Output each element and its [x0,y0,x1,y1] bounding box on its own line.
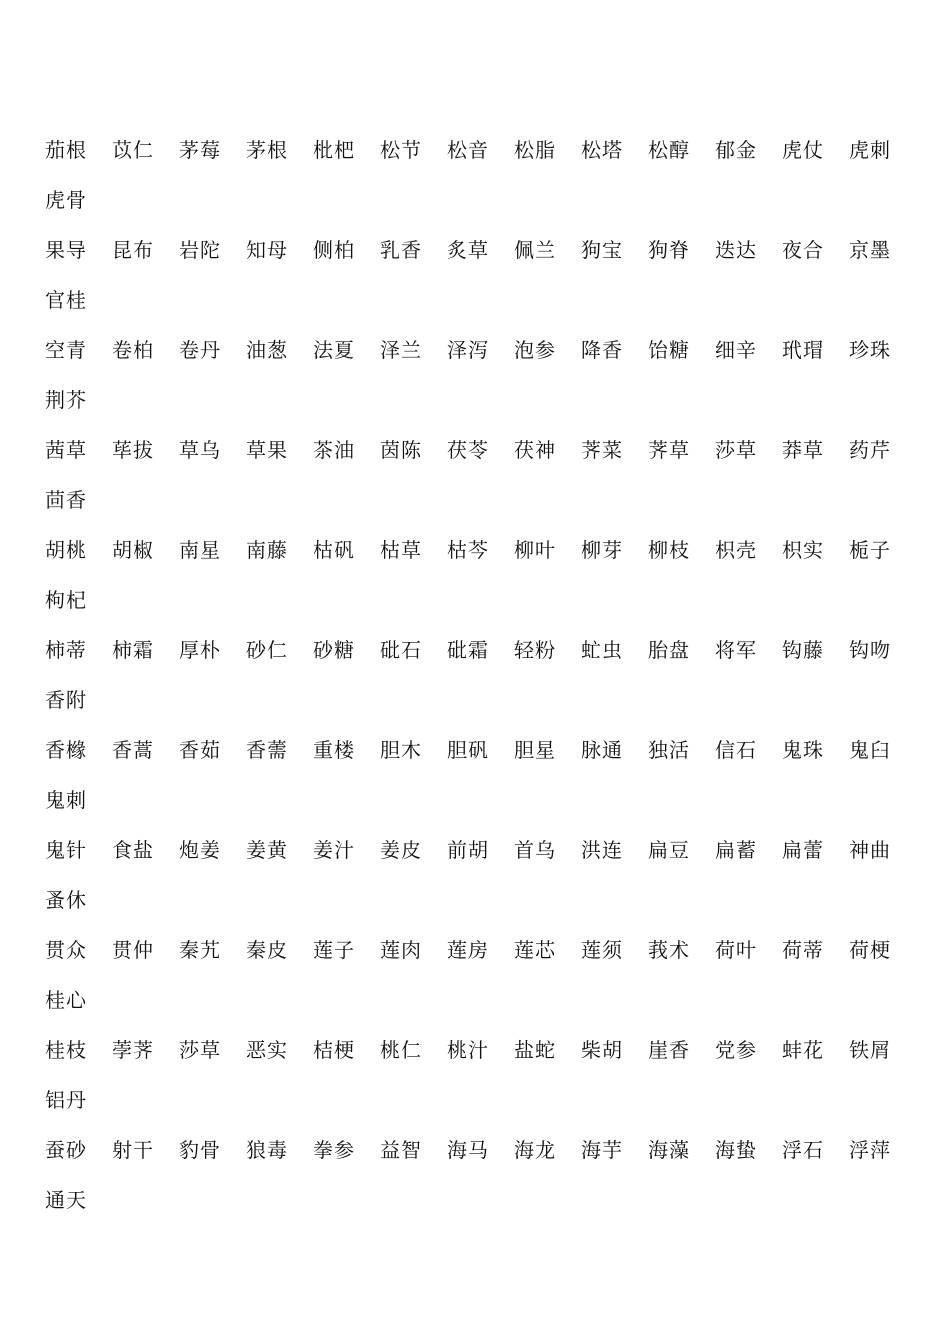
herb-name: 莎草 [179,1038,221,1062]
herb-name: 秦皮 [246,938,288,962]
herb-row-group [45,1029,915,1129]
herb-name: 莲须 [581,938,623,962]
herb-name: 枳壳 [715,538,757,562]
herb-name: 鬼臼 [849,738,891,762]
herb-name: 崖香 [648,1038,690,1062]
herb-name: 桔梗 [313,1038,355,1062]
herb-name: 卷柏 [112,338,154,362]
herb-row-group [45,929,915,1029]
herb-name: 香薷 [246,738,288,762]
herb-name: 重楼 [313,738,355,762]
herb-name: 柳叶 [514,538,556,562]
herb-name: 苡仁 [112,138,154,162]
herb-name: 食盐 [112,838,154,862]
herb-row-continuation [45,1079,915,1129]
herb-name: 鬼刺 [45,788,87,812]
herb-row [45,929,915,979]
herb-name: 秦艽 [179,938,221,962]
herb-name: 草乌 [179,438,221,462]
herb-name: 枳实 [782,538,824,562]
herb-name: 砂糖 [313,638,355,662]
herb-name: 官桂 [45,288,87,312]
herb-name: 柳枝 [648,538,690,562]
herb-name: 桃仁 [380,1038,422,1062]
herb-name: 草果 [246,438,288,462]
herb-name: 脉通 [581,738,623,762]
herb-name-list [45,129,915,1229]
herb-row [45,429,915,479]
herb-row-group [45,429,915,529]
herb-name: 南星 [179,538,221,562]
herb-row-continuation [45,379,915,429]
herb-name: 炙草 [447,238,489,262]
herb-name: 信石 [715,738,757,762]
herb-name: 胆矾 [447,738,489,762]
herb-row [45,829,915,879]
herb-name: 昆布 [112,238,154,262]
herb-name: 枯矾 [313,538,355,562]
herb-name: 茅莓 [179,138,221,162]
herb-name: 佩兰 [514,238,556,262]
herb-row-continuation [45,779,915,829]
herb-row [45,329,915,379]
herb-name: 桃汁 [447,1038,489,1062]
herb-name: 通天 [45,1188,87,1212]
herb-name: 饴糖 [648,338,690,362]
herb-name: 钩藤 [782,638,824,662]
herb-name: 铁屑 [849,1038,891,1062]
herb-name: 胡椒 [112,538,154,562]
herb-name: 莲房 [447,938,489,962]
herb-row-continuation [45,279,915,329]
herb-name: 茯神 [514,438,556,462]
herb-name: 栀子 [849,538,891,562]
herb-name: 鬼针 [45,838,87,862]
herb-name: 炮姜 [179,838,221,862]
herb-name: 桂心 [45,988,87,1012]
herb-name: 岩陀 [179,238,221,262]
herb-name: 柿蒂 [45,638,87,662]
herb-name: 茶油 [313,438,355,462]
herb-name: 京墨 [849,238,891,262]
herb-name: 莽草 [782,438,824,462]
herb-name: 厚朴 [179,638,221,662]
herb-name: 海马 [447,1138,489,1162]
herb-name: 夜合 [782,238,824,262]
herb-name: 荜拔 [112,438,154,462]
herb-name: 胆木 [380,738,422,762]
herb-name: 鬼珠 [782,738,824,762]
herb-name: 钩吻 [849,638,891,662]
herb-name: 虎刺 [849,138,891,162]
herb-name: 珍珠 [849,338,891,362]
herb-name: 洪连 [581,838,623,862]
herb-name: 扁蕾 [782,838,824,862]
herb-name: 狗脊 [648,238,690,262]
herb-name: 扁豆 [648,838,690,862]
herb-name: 枇杷 [313,138,355,162]
herb-row [45,529,915,579]
herb-name: 松音 [447,138,489,162]
herb-row [45,629,915,679]
herb-name: 迭达 [715,238,757,262]
herb-name: 香橼 [45,738,87,762]
herb-name: 南藤 [246,538,288,562]
herb-name: 柳芽 [581,538,623,562]
herb-row-group [45,229,915,329]
herb-name: 将军 [715,638,757,662]
herb-name: 莲芯 [514,938,556,962]
herb-name: 胡桃 [45,538,87,562]
herb-name: 空青 [45,338,87,362]
herb-row [45,1029,915,1079]
herb-name: 桂枝 [45,1038,87,1062]
herb-name: 砂仁 [246,638,288,662]
herb-name: 泡参 [514,338,556,362]
herb-name: 玳瑁 [782,338,824,362]
herb-name: 浮石 [782,1138,824,1162]
herb-name: 益智 [380,1138,422,1162]
herb-name: 柴胡 [581,1038,623,1062]
herb-name: 荷蒂 [782,938,824,962]
herb-row-continuation [45,579,915,629]
herb-name: 松醇 [648,138,690,162]
herb-name: 茴香 [45,488,87,512]
herb-name: 拳参 [313,1138,355,1162]
herb-name: 蚌花 [782,1038,824,1062]
herb-name: 蚤休 [45,888,87,912]
herb-name: 贯仲 [112,938,154,962]
herb-name: 虻虫 [581,638,623,662]
herb-name: 虎仗 [782,138,824,162]
herb-name: 姜皮 [380,838,422,862]
herb-row [45,129,915,179]
herb-row-group [45,629,915,729]
herb-name: 莎草 [715,438,757,462]
herb-name: 海藻 [648,1138,690,1162]
herb-name: 浮萍 [849,1138,891,1162]
herb-name: 郁金 [715,138,757,162]
herb-name: 柿霜 [112,638,154,662]
herb-name: 卷丹 [179,338,221,362]
herb-name: 恶实 [246,1038,288,1062]
herb-name: 神曲 [849,838,891,862]
herb-row-group [45,529,915,629]
herb-name: 射干 [112,1138,154,1162]
herb-row [45,1129,915,1179]
herb-row-continuation [45,679,915,729]
herb-row-continuation [45,1179,915,1229]
herb-name: 果导 [45,238,87,262]
herb-name: 独活 [648,738,690,762]
herb-name: 松塔 [581,138,623,162]
herb-name: 香蒿 [112,738,154,762]
herb-name: 乳香 [380,238,422,262]
herb-name: 茯苓 [447,438,489,462]
herb-name: 盐蛇 [514,1038,556,1062]
herb-name: 姜黄 [246,838,288,862]
herb-name: 泽泻 [447,338,489,362]
herb-name: 降香 [581,338,623,362]
herb-name: 枸杞 [45,588,87,612]
herb-name: 知母 [246,238,288,262]
herb-name: 莲肉 [380,938,422,962]
herb-name: 油葱 [246,338,288,362]
herb-name: 莲子 [313,938,355,962]
herb-row-continuation [45,179,915,229]
herb-name: 铝丹 [45,1088,87,1112]
herb-name: 细辛 [715,338,757,362]
herb-name: 荠草 [648,438,690,462]
herb-name: 海蛰 [715,1138,757,1162]
herb-row-group [45,1129,915,1229]
herb-name: 贯众 [45,938,87,962]
herb-row [45,229,915,279]
herb-name: 荆芥 [45,388,87,412]
herb-row-group [45,829,915,929]
herb-name: 松节 [380,138,422,162]
herb-name: 莪术 [648,938,690,962]
herb-name: 砒霜 [447,638,489,662]
herb-row [45,729,915,779]
herb-name: 荷叶 [715,938,757,962]
herb-name: 扁蓄 [715,838,757,862]
herb-row-group [45,729,915,829]
herb-name: 前胡 [447,838,489,862]
herb-name: 法夏 [313,338,355,362]
herb-name: 狗宝 [581,238,623,262]
herb-name: 荠菜 [581,438,623,462]
herb-name: 党参 [715,1038,757,1062]
herb-name: 侧柏 [313,238,355,262]
herb-name: 泽兰 [380,338,422,362]
herb-name: 首乌 [514,838,556,862]
herb-row-group [45,329,915,429]
herb-name: 香茹 [179,738,221,762]
herb-name: 茜草 [45,438,87,462]
herb-name: 砒石 [380,638,422,662]
herb-name: 海芋 [581,1138,623,1162]
herb-name: 松脂 [514,138,556,162]
herb-name: 茄根 [45,138,87,162]
herb-name: 荷梗 [849,938,891,962]
herb-name: 豹骨 [179,1138,221,1162]
herb-name: 胎盘 [648,638,690,662]
herb-row-group [45,129,915,229]
herb-name: 枯草 [380,538,422,562]
herb-row-continuation [45,479,915,529]
herb-name: 虎骨 [45,188,87,212]
herb-name: 蚕砂 [45,1138,87,1162]
herb-name: 胆星 [514,738,556,762]
herb-row-continuation [45,979,915,1029]
herb-name: 药芹 [849,438,891,462]
herb-name: 海龙 [514,1138,556,1162]
herb-name: 狼毒 [246,1138,288,1162]
herb-name: 茵陈 [380,438,422,462]
herb-name: 香附 [45,688,87,712]
herb-name: 枯芩 [447,538,489,562]
herb-name: 荸荠 [112,1038,154,1062]
herb-name: 轻粉 [514,638,556,662]
herb-name: 茅根 [246,138,288,162]
herb-row-continuation [45,879,915,929]
herb-name: 姜汁 [313,838,355,862]
